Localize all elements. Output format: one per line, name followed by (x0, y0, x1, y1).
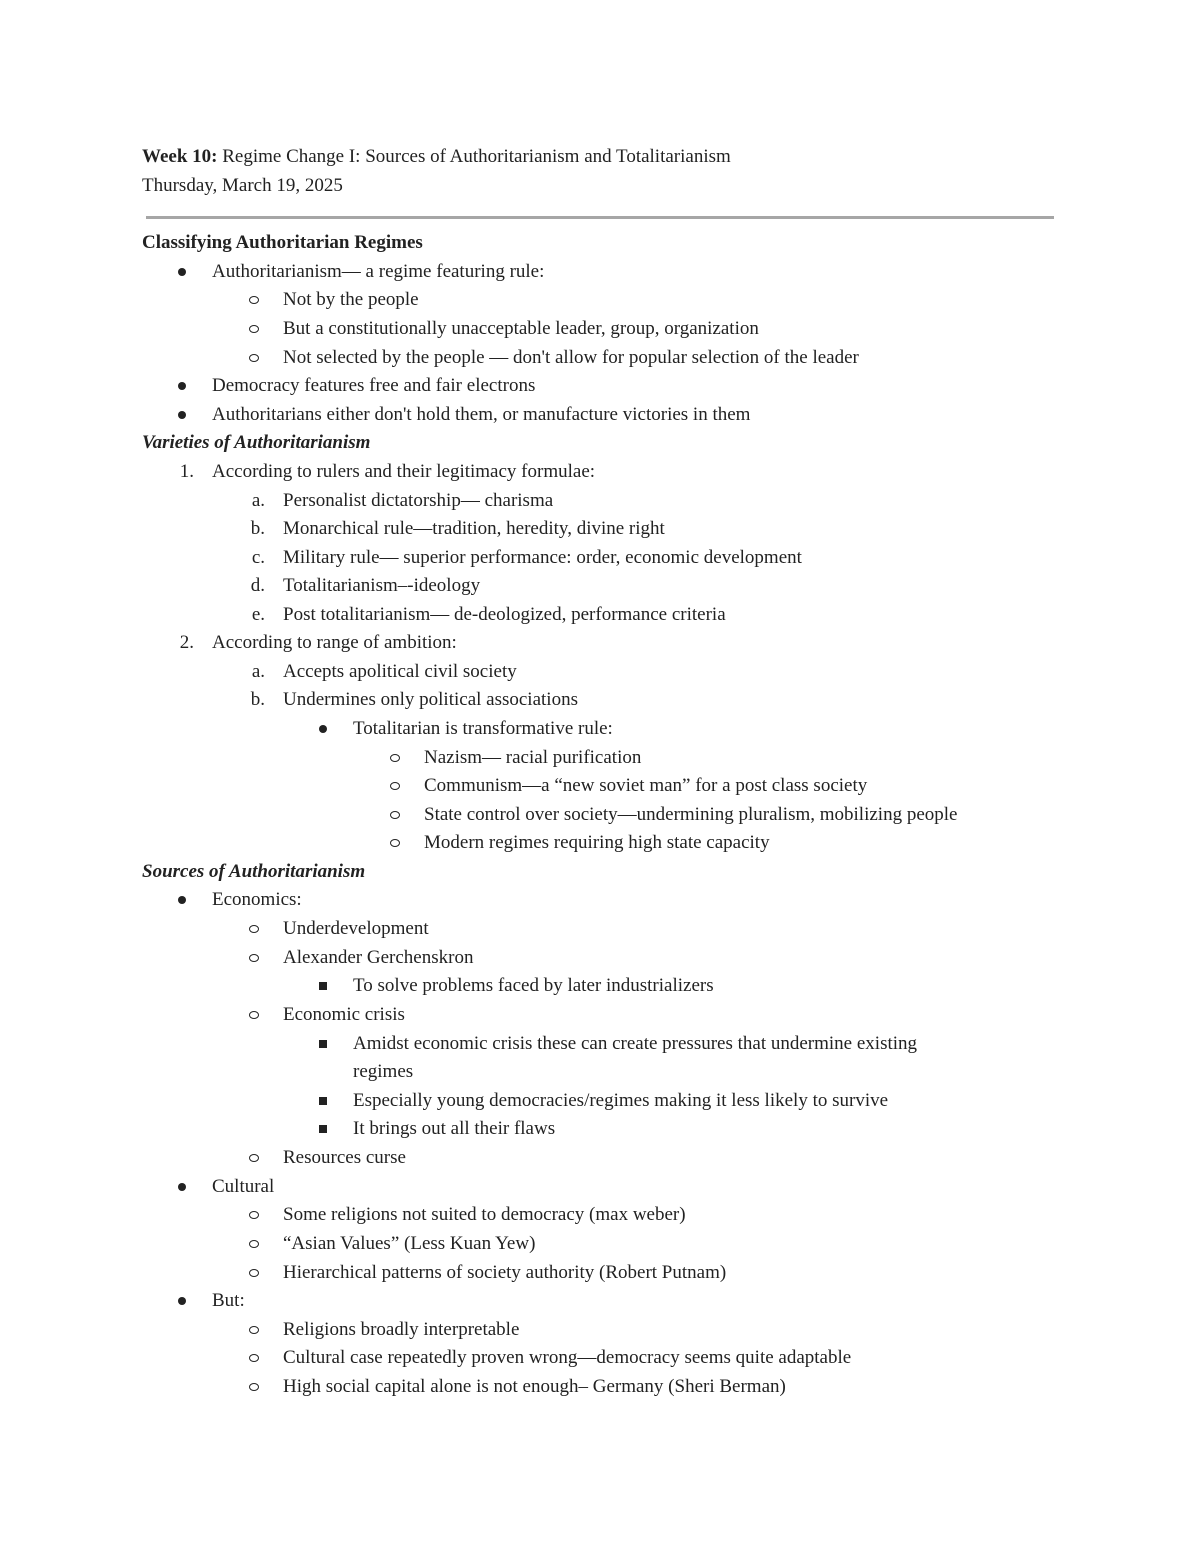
list-item-text: Accepts apolitical civil society (283, 661, 517, 682)
title-week-label: Week 10: (142, 146, 218, 167)
bullet-dot-icon (178, 411, 186, 419)
list-item (0, 486, 1100, 515)
list-item-text: Modern regimes requiring high state capacity (424, 832, 770, 853)
list-item (0, 828, 1100, 857)
bullet-circle-icon (249, 925, 259, 933)
list-item (0, 714, 1100, 743)
list-item (0, 571, 1100, 600)
list-number-marker: b. (250, 689, 265, 710)
bullet-dot-icon (178, 896, 186, 904)
list-item (0, 285, 1100, 314)
list-item (0, 1029, 1100, 1058)
list-item-text: Nazism— racial purification (424, 747, 642, 768)
bullet-circle-icon (249, 1354, 259, 1362)
list-item-text: Alexander Gerchenskron (283, 947, 474, 968)
list-item-text: “Asian Values” (Less Kuan Yew) (283, 1233, 536, 1254)
list-item (0, 743, 1100, 772)
list-item (0, 1286, 1100, 1315)
list-item (0, 685, 1100, 714)
bullet-dot-icon (178, 382, 186, 390)
list-item-text: Authoritarians either don't hold them, or manufacture victories in them (212, 404, 751, 425)
section-heading: Classifying Authoritarian Regimes (142, 232, 423, 253)
bullet-dot-icon (319, 725, 327, 733)
list-item-text: High social capital alone is not enough– Germany (Sheri Berman) (283, 1376, 786, 1397)
list-item (0, 457, 1100, 486)
list-item (0, 257, 1100, 286)
list-item-text: Cultural (212, 1176, 275, 1197)
list-item-text: Post totalitarianism— de-deologized, performance criteria (283, 604, 726, 625)
list-item-text: But a constitutionally unacceptable leader, group, organization (283, 318, 759, 339)
list-item (0, 1086, 1100, 1115)
bullet-circle-icon (249, 1269, 259, 1277)
list-item-text: Religions broadly interpretable (283, 1319, 520, 1340)
bullet-circle-icon (390, 754, 400, 762)
page-date: Thursday, March 19, 2025 (142, 175, 343, 196)
list-item-text: Underdevelopment (283, 918, 429, 939)
list-item-text: According to range of ambition: (212, 632, 457, 653)
list-item (0, 1372, 1100, 1401)
list-item-text: Cultural case repeatedly proven wrong—democracy seems quite adaptable (283, 1347, 852, 1368)
bullet-square-icon (319, 1097, 327, 1105)
list-item (0, 1315, 1100, 1344)
list-number-marker: a. (251, 490, 265, 511)
bullet-circle-icon (249, 1011, 259, 1019)
bullet-circle-icon (390, 782, 400, 790)
bullet-dot-icon (178, 1297, 186, 1305)
list-item-text: regimes (353, 1061, 414, 1082)
list-item (0, 400, 1100, 429)
list-item-text: Economic crisis (283, 1004, 405, 1025)
list-item-text: Totalitarianism–-ideology (283, 575, 481, 596)
list-item-text: Undermines only political associations (283, 689, 578, 710)
bullet-circle-icon (249, 1326, 259, 1334)
section-heading: Sources of Authoritarianism (142, 861, 366, 882)
list-number-marker: c. (251, 547, 265, 568)
list-item (0, 1000, 1100, 1029)
list-number-marker: 1. (179, 461, 194, 482)
list-item (0, 514, 1100, 543)
bullet-square-icon (319, 1125, 327, 1133)
list-item (0, 971, 1100, 1000)
list-item (0, 1229, 1100, 1258)
list-item-text: Totalitarian is transformative rule: (353, 718, 613, 739)
bullet-circle-icon (249, 354, 259, 362)
bullet-circle-icon (249, 296, 259, 304)
list-item (0, 371, 1100, 400)
bullet-square-icon (319, 1040, 327, 1048)
list-item (0, 1343, 1100, 1372)
bullet-circle-icon (249, 1383, 259, 1391)
list-item (0, 771, 1100, 800)
list-item (0, 1114, 1100, 1143)
list-number-marker: b. (250, 518, 265, 539)
bullet-dot-icon (178, 268, 186, 276)
bullet-square-icon (319, 982, 327, 990)
list-item-text: To solve problems faced by later industrializers (353, 975, 714, 996)
bullet-circle-icon (390, 811, 400, 819)
title-text: Regime Change I: Sources of Authoritarianism and Totalitarianism (217, 146, 731, 167)
list-item-text: Communism—a “new soviet man” for a post class society (424, 775, 868, 796)
list-item (0, 1057, 1100, 1086)
list-item-text: Not selected by the people — don't allow for popular selection of the leader (283, 347, 859, 368)
list-item (0, 1258, 1100, 1287)
list-item (0, 914, 1100, 943)
list-item-text: State control over society—undermining pluralism, mobilizing people (424, 804, 958, 825)
list-item-text: Authoritarianism— a regime featuring rule: (212, 261, 545, 282)
list-item-text: Economics: (212, 889, 302, 910)
bullet-circle-icon (390, 839, 400, 847)
list-item (0, 943, 1100, 972)
list-number-marker: a. (251, 661, 265, 682)
list-item-text: Personalist dictatorship— charisma (283, 490, 554, 511)
list-item (0, 657, 1100, 686)
list-item-text: Not by the people (283, 289, 419, 310)
horizontal-divider (146, 216, 1054, 219)
list-item-text: Hierarchical patterns of society authority (Robert Putnam) (283, 1262, 727, 1283)
list-item-text: Resources curse (283, 1147, 406, 1168)
list-item-text: It brings out all their flaws (353, 1118, 556, 1139)
bullet-circle-icon (249, 325, 259, 333)
list-item (0, 600, 1100, 629)
list-item-text: Military rule— superior performance: order, economic development (283, 547, 802, 568)
bullet-circle-icon (249, 1211, 259, 1219)
list-item (0, 628, 1100, 657)
list-item-text: According to rulers and their legitimacy formulae: (212, 461, 596, 482)
list-item (0, 1172, 1100, 1201)
list-item-text: Amidst economic crisis these can create pressures that undermine existing (353, 1033, 918, 1054)
section-heading: Varieties of Authoritarianism (142, 432, 371, 453)
list-number-marker: d. (250, 575, 265, 596)
list-item-text: Monarchical rule—tradition, heredity, divine right (283, 518, 665, 539)
list-number-marker: e. (251, 604, 265, 625)
bullet-circle-icon (249, 954, 259, 962)
list-number-marker: 2. (179, 632, 194, 653)
list-item (0, 800, 1100, 829)
list-item (0, 1200, 1100, 1229)
list-item (0, 1143, 1100, 1172)
list-item-text: Democracy features free and fair electrons (212, 375, 536, 396)
list-item (0, 543, 1100, 572)
bullet-circle-icon (249, 1240, 259, 1248)
page-title (142, 142, 731, 171)
bullet-circle-icon (249, 1154, 259, 1162)
list-item (0, 343, 1100, 372)
bullet-dot-icon (178, 1183, 186, 1191)
list-item (0, 314, 1100, 343)
list-item-text: Especially young democracies/regimes making it less likely to survive (353, 1090, 889, 1111)
list-item-text: But: (212, 1290, 245, 1311)
list-item-text: Some religions not suited to democracy (max weber) (283, 1204, 686, 1225)
list-item (0, 885, 1100, 914)
